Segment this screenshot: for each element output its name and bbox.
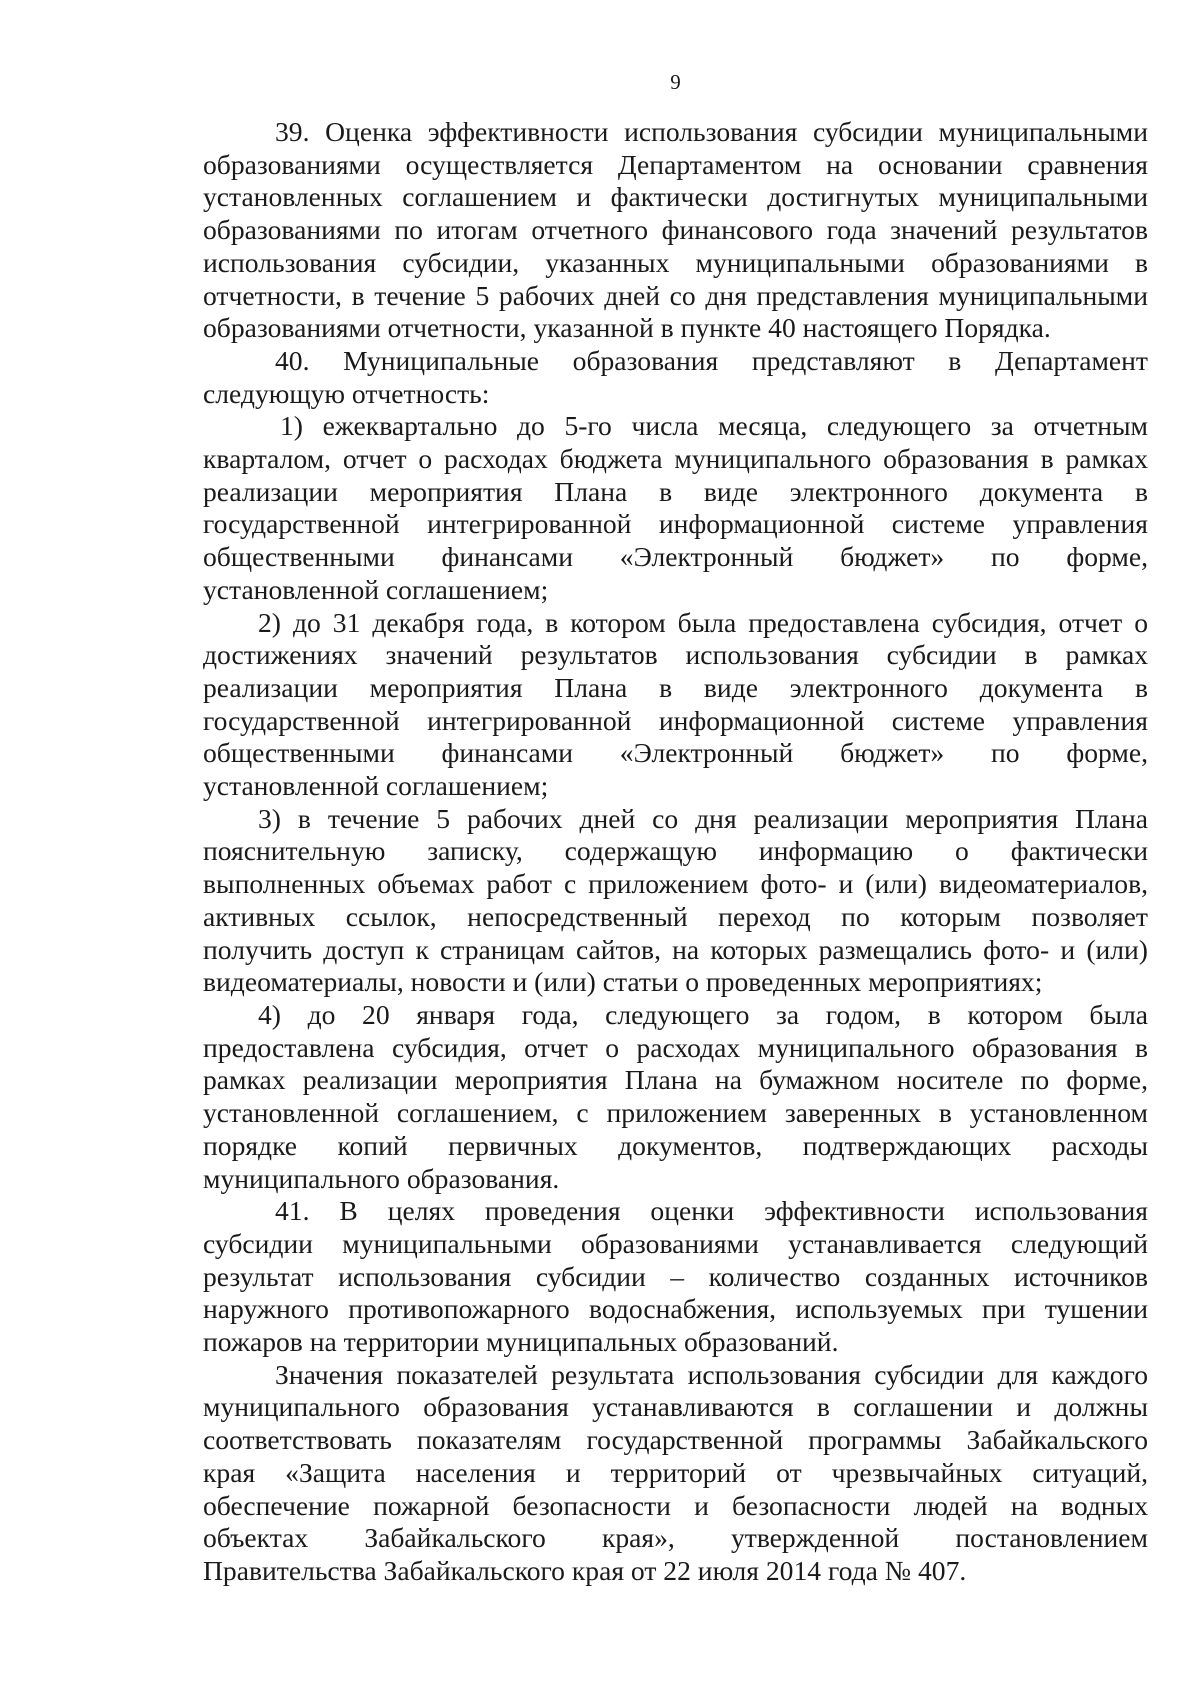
text-line: пояснительную записку, содержащую информацию о фактически	[203, 835, 1148, 867]
text-line: муниципального образования.	[203, 1162, 560, 1194]
page-number: 9	[670, 70, 681, 94]
paragraph-p39	[203, 116, 1148, 345]
text-line: 41. В целях проведения оценки эффективности использования	[275, 1195, 1148, 1227]
text-line: муниципального образования устанавливаются в соглашении и должны	[203, 1391, 1148, 1423]
text-line: достижениях значений результатов использования субсидии в рамках	[203, 639, 1148, 671]
text-line: установленной соглашением, с приложением заверенных в установленном	[203, 1097, 1148, 1129]
text-line: 3) в течение 5 рабочих дней со дня реализации мероприятия Плана	[258, 802, 1148, 834]
text-line: 4) до 20 января года, следующего за годом, в котором была	[258, 998, 1148, 1030]
text-line: 39. Оценка эффективности использования субсидии муниципальными	[275, 116, 1148, 147]
text-line: государственной интегрированной информационной системе управления	[203, 704, 1148, 736]
text-line: государственной интегрированной информационной системе управления	[203, 508, 1148, 540]
text-line: общественными финансами «Электронный бюджет» по форме,	[203, 737, 1148, 769]
text-line: обеспечение пожарной безопасности и безопасности людей на водных	[203, 1489, 1148, 1521]
paragraph-p41	[203, 1195, 1148, 1359]
text-line: края «Защита населения и территорий от чрезвычайных ситуаций,	[203, 1456, 1148, 1488]
text-line: использования субсидии, указанных муниципальными образованиями в	[203, 246, 1148, 278]
paragraph-p40-4	[203, 999, 1148, 1195]
text-line: установленной соглашением;	[203, 770, 549, 802]
text-line: кварталом, отчет о расходах бюджета муниципального образования в рамках	[203, 443, 1148, 475]
text-line: Значения показателей результата использования субсидии для каждого	[275, 1358, 1148, 1390]
text-line: предоставлена субсидия, отчет о расходах муниципального образования в	[203, 1031, 1148, 1063]
text-line: видеоматериалы, новости и (или) статьи о проведенных мероприятиях;	[203, 966, 1043, 998]
text-line: установленной соглашением;	[203, 573, 549, 605]
text-line: реализации мероприятия Плана в виде электронного документа в	[203, 671, 1148, 703]
text-line: пожаров на территории муниципальных образований.	[203, 1326, 839, 1358]
paragraph-p40-2	[203, 607, 1148, 803]
text-line: активных ссылок, непосредственный переход по которым позволяет	[203, 900, 1148, 932]
paragraph-p40	[203, 345, 1148, 410]
text-line: следующую отчетность:	[203, 377, 490, 409]
text-line: получить доступ к страницам сайтов, на которых размещались фото- и (или)	[203, 933, 1148, 965]
text-line: рамках реализации мероприятия Плана на бумажном носителе по форме,	[203, 1064, 1148, 1096]
text-line: образованиями по итогам отчетного финансового года значений результатов	[203, 214, 1148, 246]
paragraph-p40-3	[203, 803, 1148, 999]
paragraph-p40-1	[203, 410, 1148, 606]
text-line: наружного противопожарного водоснабжения, используемых при тушении	[203, 1293, 1148, 1325]
text-line: реализации мероприятия Плана в виде электронного документа в	[203, 475, 1148, 507]
text-line: общественными финансами «Электронный бюджет» по форме,	[203, 541, 1148, 573]
text-line: 2) до 31 декабря года, в котором была предоставлена субсидия, отчет о	[258, 606, 1148, 638]
text-line: соответствовать показателям государственной программы Забайкальского	[203, 1424, 1148, 1456]
text-line: отчетности, в течение 5 рабочих дней со дня представления муниципальными	[203, 279, 1148, 311]
text-line: выполненных объемах работ с приложением фото- и (или) видеоматериалов,	[203, 868, 1148, 900]
text-line: объектах Забайкальского края», утвержденной постановлением	[203, 1522, 1148, 1554]
text-line: 1) ежеквартально до 5-го числа месяца, следующего за отчетным	[280, 410, 1148, 442]
text-line: образованиями отчетности, указанной в пункте 40 настоящего Порядка.	[203, 312, 1051, 344]
document-body	[203, 116, 1148, 1588]
text-line: порядке копий первичных документов, подтверждающих расходы	[203, 1129, 1148, 1161]
text-line: образованиями осуществляется Департаментом на основании сравнения	[203, 148, 1148, 180]
text-line: установленных соглашением и фактически достигнутых муниципальными	[203, 181, 1148, 213]
text-line: 40. Муниципальные образования представляют в Департамент	[275, 344, 1148, 376]
text-line: субсидии муниципальными образованиями устанавливается следующий	[203, 1227, 1148, 1259]
text-line: Правительства Забайкальского края от 22 июля 2014 года № 407.	[203, 1554, 967, 1586]
paragraph-p41-values	[203, 1359, 1148, 1588]
text-line: результат использования субсидии – количество созданных источников	[203, 1260, 1148, 1292]
